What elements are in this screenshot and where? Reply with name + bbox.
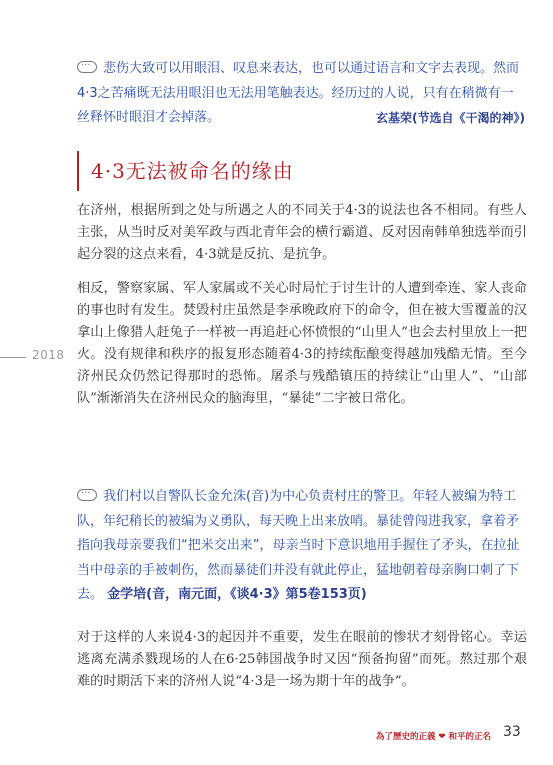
quote-text-2: 我们村以自警队长金允洙(音)为中心负责村庄的警卫。年轻人被编为特工队，年纪稍长的被编为义勇队，每天晚上出来放哨。暴徒曾闯进我家，拿着矛指向我母亲要我们“把米交出来”，母亲当时下意识地用手握住了矛头，在拉扯当中母亲的手被刺伤，然而暴徒们并没有就此停止，猛地朝着母亲胸口刺了下去。: [77, 489, 520, 602]
quote-block-2: [77, 485, 525, 608]
quote-block-1: [77, 57, 525, 131]
footer-title: 為了歷史的正義 ❤ 和平的正名: [375, 732, 491, 742]
paragraph-text-1: 在济州，根据所到之处与所遇之人的不同关于4·3的说法也各不相同。有些人主张，从当时反对美军政与西北青年会的横行霸道、反对因南韩单独选举而引起分裂的这点来看，4·3就是反抗、是抗争。: [77, 203, 527, 262]
speech-bubble-icon: [77, 489, 97, 501]
body-paragraph-3: [77, 627, 527, 693]
sidebar-divider: [0, 357, 26, 358]
body-paragraph-1: [77, 200, 527, 266]
paragraph-text-2: 相反，警察家属、军人家属或不关心时局忙于讨生计的人遭到牵连、家人丧命的事也时有发生。焚毁村庄虽然是李承晚政府下的命令，但在被大雪覆盖的汉拿山上像猎人赶兔子一样被一再追赶心怀愤恨的“山里人”也会去村里放上一把火。没有规律和秩序的报复形态随着4·3的持续酝酿变得越加残酷无情。至今济州民众仍然记得那时的恐怖。屠杀与残酷镇压的持续让“山里人”、“山部队”渐渐消失在济州民众的脑海里，“暴徒”二字被日常化。: [77, 281, 527, 406]
quote-source-1: 玄基荣(节选自《干渴的神》): [376, 111, 525, 125]
page-number: 33: [503, 724, 521, 740]
speech-bubble-icon: [77, 61, 97, 73]
body-paragraph-2: [77, 278, 527, 410]
quote-source-2: 金学培(音，南元面，《谈4·3》第5卷153页): [107, 587, 367, 602]
paragraph-text-3: 对于这样的人来说4·3的起因并不重要，发生在眼前的惨状才刻骨铭心。幸运逃离充满杀戮现场的人在6·25韩国战争时又因“预备拘留”而死。熬过那个艰难的时期活下来的济州人说“4·3是一场为期十年的战争”。: [77, 630, 527, 689]
section-heading: 4·3无法被命名的缘由: [77, 151, 294, 191]
sidebar-year: 2018: [32, 348, 65, 362]
quote-text-1: 悲伤大致可以用眼泪、叹息来表达，也可以通过语言和文字去表现。然而4·3之苦痛既无法用眼泪也无法用笔触表达。经历过的人说，只有在稍微有一丝释怀时眼泪才会掉落。: [77, 61, 520, 125]
